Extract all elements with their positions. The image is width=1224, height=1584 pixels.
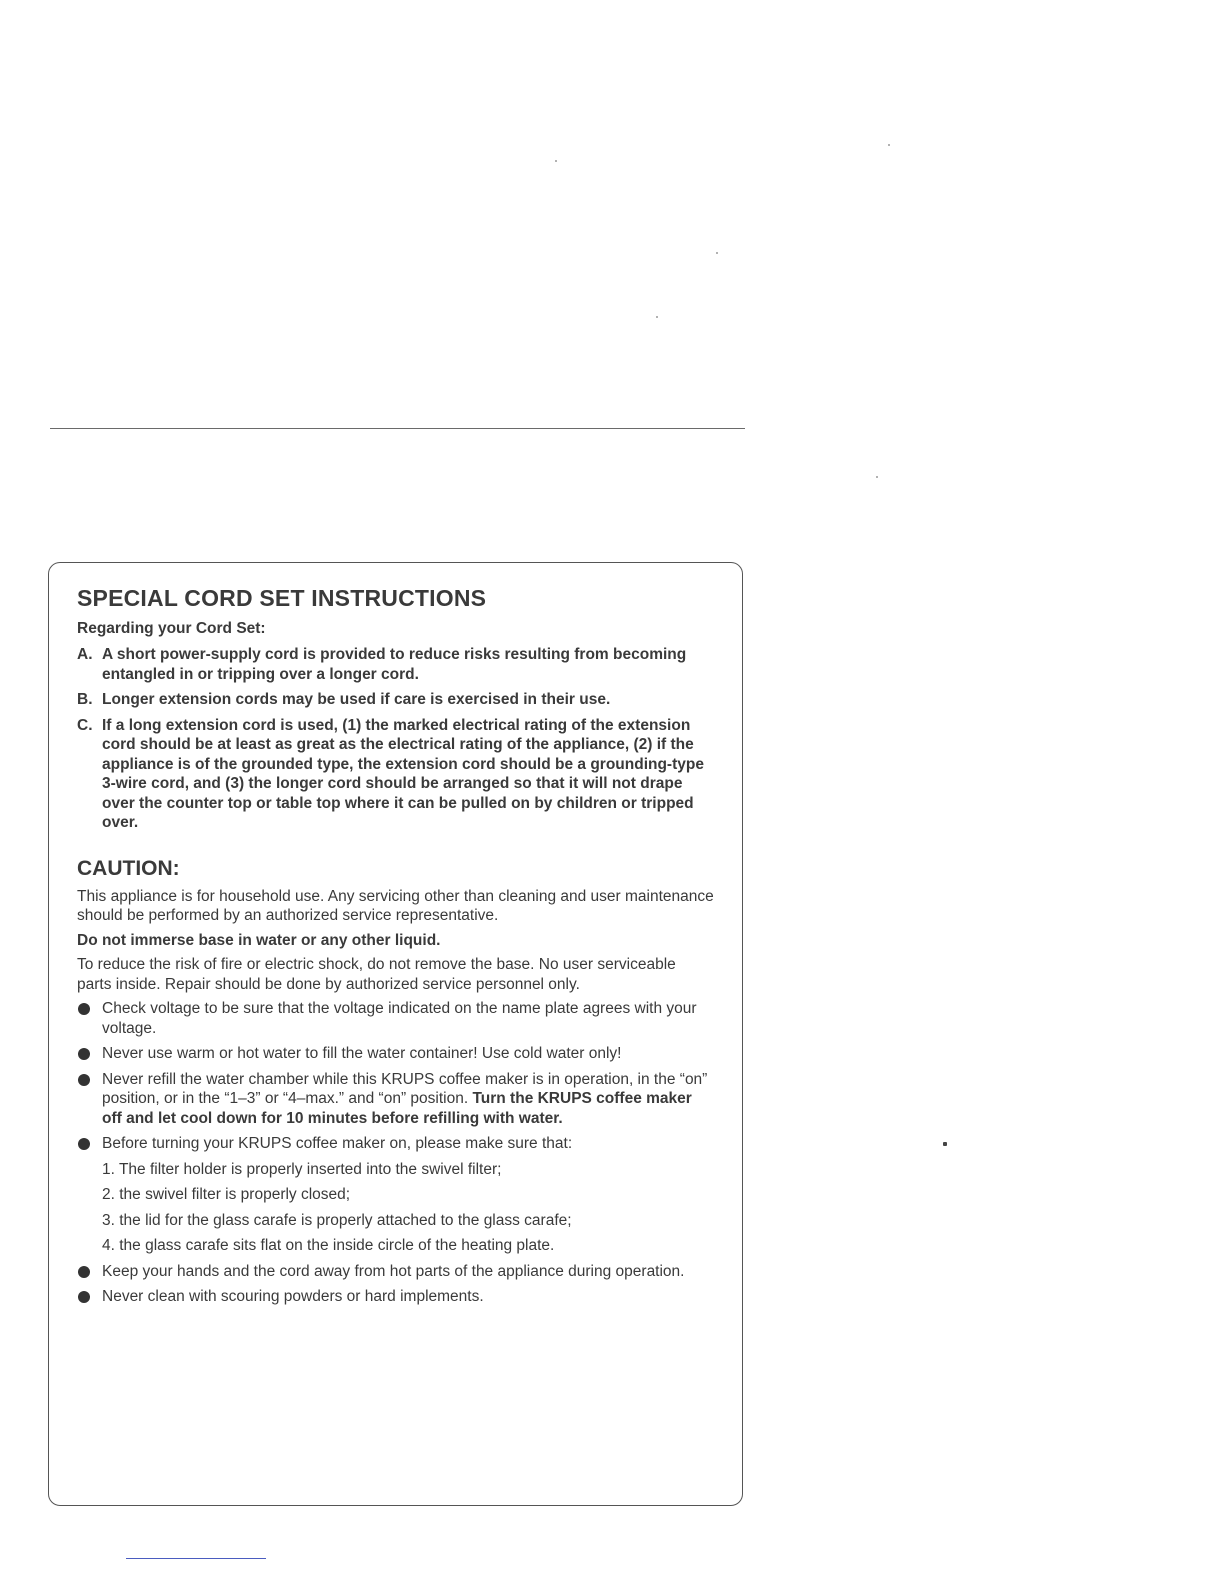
bullet-text: Never refill the water chamber while this KRUPS coffee maker is in operation, in the “on” position, or in the “1–3” or “4–max.” and “on” position.	[102, 1070, 708, 1107]
horizontal-rule	[50, 428, 745, 429]
item-text: If a long extension cord is used, (1) the marked electrical rating of the extension cord should be at least as great as the electrical rating of the appliance, (2) if the appliance is of the grounded type, the extension cord should be a grounding-type 3-wire cord, and (3) the longer cord should be arranged so that it will not drape over the counter top or table top where it can be pulled on by children or tripped over.	[102, 716, 704, 831]
bullet-icon	[78, 1138, 90, 1150]
list-item	[77, 999, 714, 1038]
scan-speck	[888, 144, 890, 146]
bullet-text: Never clean with scouring powders or hard implements.	[102, 1288, 484, 1305]
bullet-text: Keep your hands and the cord away from hot parts of the appliance during operation.	[102, 1262, 685, 1280]
checklist-item: 2. the swivel filter is properly closed;	[102, 1186, 351, 1203]
caution-bullets	[77, 999, 714, 1307]
cord-set-subtitle: Regarding your Cord Set:	[77, 620, 266, 637]
item-text: A short power-supply cord is provided to reduce risks resulting from becoming entangled in or tripping over a longer cord.	[102, 646, 687, 683]
immerse-warning: Do not immerse base in water or any other liquid.	[77, 931, 441, 949]
scan-speck	[943, 1142, 947, 1146]
item-letter: C.	[77, 716, 93, 734]
checklist	[102, 1160, 714, 1256]
list-item	[77, 645, 714, 684]
caution-heading: CAUTION:	[77, 856, 180, 880]
bullet-icon	[78, 1048, 90, 1060]
bullet-icon	[78, 1291, 90, 1303]
scan-speck	[656, 316, 658, 318]
bullet-icon	[78, 1266, 90, 1278]
checklist-item: 1. The filter holder is properly inserted into the swivel filter;	[102, 1160, 502, 1178]
cord-set-list	[77, 645, 714, 833]
scan-speck	[555, 160, 557, 162]
list-item	[77, 1262, 714, 1282]
bullet-icon	[78, 1074, 90, 1086]
bullet-text: Before turning your KRUPS coffee maker on, please make sure that:	[102, 1135, 573, 1152]
bullet-icon	[78, 1003, 90, 1015]
item-letter: B.	[77, 691, 93, 708]
list-item	[77, 1044, 714, 1064]
list-item	[77, 716, 714, 833]
scan-speck	[716, 252, 718, 254]
bullet-bold-text: Turn the KRUPS coffee maker off and let cool down for 10 minutes before refilling with water.	[102, 1090, 692, 1127]
scan-speck	[876, 476, 878, 478]
caution-paragraph: This appliance is for household use. Any servicing other than cleaning and user maintenance should be performed by an authorized service representative.	[77, 887, 714, 924]
bullet-text: Never use warm or hot water to fill the water container! Use cold water only!	[102, 1045, 622, 1062]
list-item	[77, 1287, 714, 1307]
checklist-item: 3. the lid for the glass carafe is properly attached to the glass carafe;	[102, 1211, 572, 1229]
bullet-text: Check voltage to be sure that the voltage indicated on the name plate agrees with your voltage.	[102, 1000, 697, 1037]
instructions-box	[48, 562, 743, 1506]
page-title: SPECIAL CORD SET INSTRUCTIONS	[77, 585, 487, 611]
list-item	[77, 1134, 714, 1256]
list-item	[77, 690, 714, 710]
item-text: Longer extension cords may be used if care is exercised in their use.	[102, 691, 611, 708]
bottom-rule	[126, 1558, 266, 1559]
list-item	[77, 1070, 714, 1129]
checklist-item: 4. the glass carafe sits flat on the inside circle of the heating plate.	[102, 1237, 555, 1254]
shock-paragraph: To reduce the risk of fire or electric shock, do not remove the base. No user serviceable parts inside. Repair should be done by authorized service personnel only.	[77, 956, 676, 993]
item-letter: A.	[77, 646, 93, 663]
